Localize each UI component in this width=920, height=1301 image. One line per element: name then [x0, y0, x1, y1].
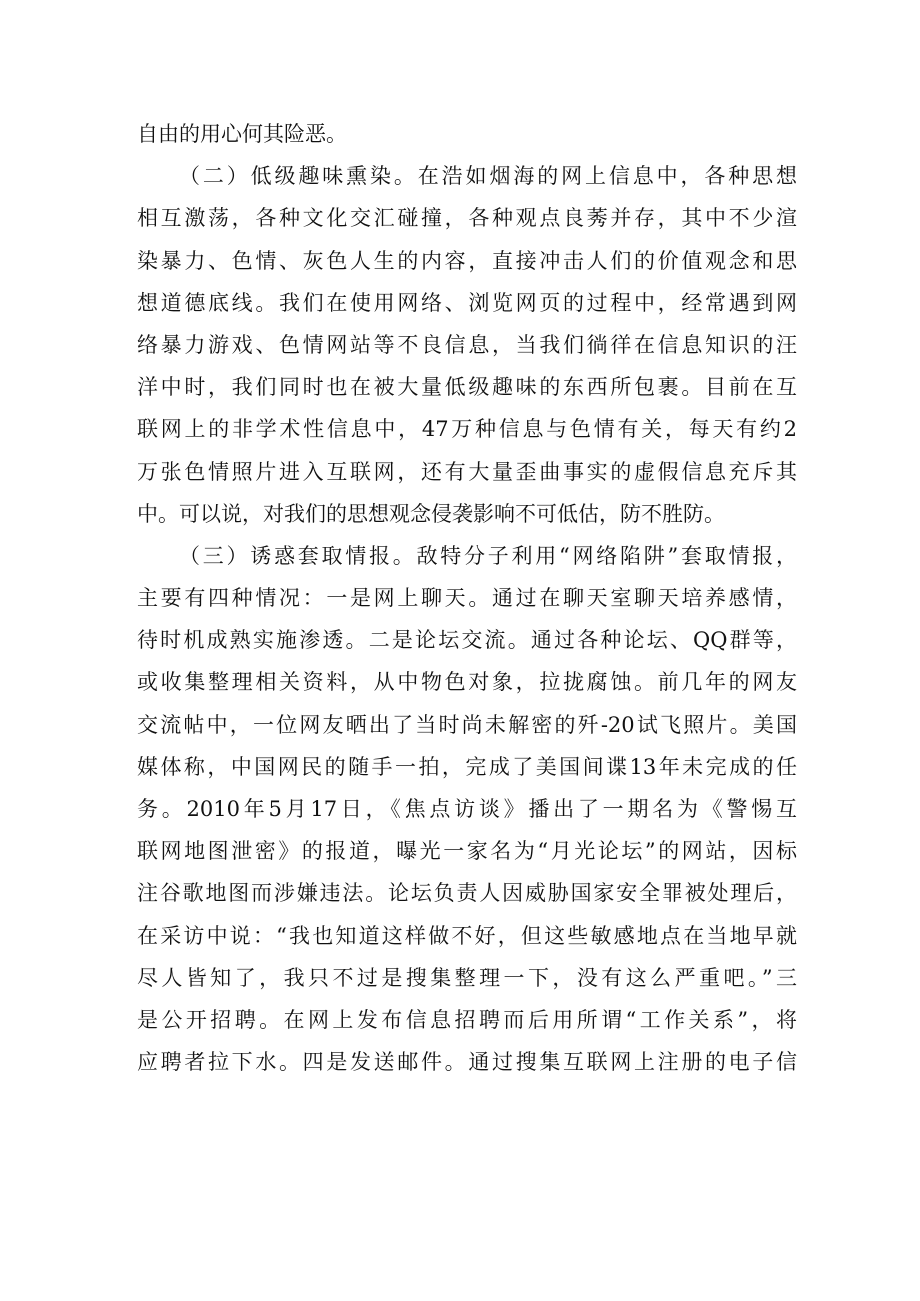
text-line: 络暴力游戏、色情网站等不良信息，当我们徜徉在信息知识的汪	[137, 332, 797, 357]
text-line: 在采访中说：“我也知道这样做不好，但这些敏感地点在当地早就	[137, 923, 797, 948]
text-line: 相互激荡，各种文化交汇碰撞，各种观点良莠并存，其中不少渲	[137, 206, 797, 231]
text-line: 媒体称，中国网民的随手一拍，完成了美国间谍13年未完成的任	[137, 754, 797, 779]
text-line: 交流帖中，一位网友晒出了当时尚未解密的歼-20试飞照片。美国	[137, 712, 797, 737]
text-line: 万张色情照片进入互联网，还有大量歪曲事实的虚假信息充斥其	[137, 459, 797, 484]
text-line: 中。可以说，对我们的思想观念侵袭影响不可低估，防不胜防。	[137, 501, 725, 526]
text-line: 是公开招聘。在网上发布信息招聘而后用所谓“工作关系”，将	[137, 1007, 797, 1032]
body-text	[137, 113, 797, 1083]
text-line: 自由的用心何其险恶。	[137, 122, 347, 146]
text-line: 染暴力、色情、灰色人生的内容，直接冲击人们的价值观念和思	[137, 248, 797, 273]
text-line: （二）低级趣味熏染。在浩如烟海的网上信息中，各种思想	[179, 164, 797, 189]
text-line: （三）诱惑套取情报。敌特分子利用“网络陷阱”套取情报，	[179, 543, 797, 568]
text-line: 尽人皆知了，我只不过是搜集整理一下，没有这么严重吧。”三	[137, 965, 797, 990]
text-line: 洋中时，我们同时也在被大量低级趣味的东西所包裹。目前在互	[137, 375, 797, 400]
text-line: 想道德底线。我们在使用网络、浏览网页的过程中，经常遇到网	[137, 290, 797, 315]
text-line: 注谷歌地图而涉嫌违法。论坛负责人因威胁国家安全罪被处理后，	[137, 881, 797, 906]
text-line: 联网上的非学术性信息中，47万种信息与色情有关，每天有约2	[137, 417, 797, 442]
text-line: 或收集整理相关资料，从中物色对象，拉拢腐蚀。前几年的网友	[137, 670, 797, 695]
text-line: 待时机成熟实施渗透。二是论坛交流。通过各种论坛、QQ群等，	[137, 628, 797, 653]
text-line: 应聘者拉下水。四是发送邮件。通过搜集互联网上注册的电子信	[137, 1050, 797, 1075]
text-line: 主要有四种情况：一是网上聊天。通过在聊天室聊天培养感情，	[137, 586, 797, 611]
text-line: 联网地图泄密》的报道，曝光一家名为“月光论坛”的网站，因标	[137, 839, 797, 864]
text-line: 务。2010年5月17日，《焦点访谈》播出了一期名为《警惕互	[137, 797, 797, 821]
